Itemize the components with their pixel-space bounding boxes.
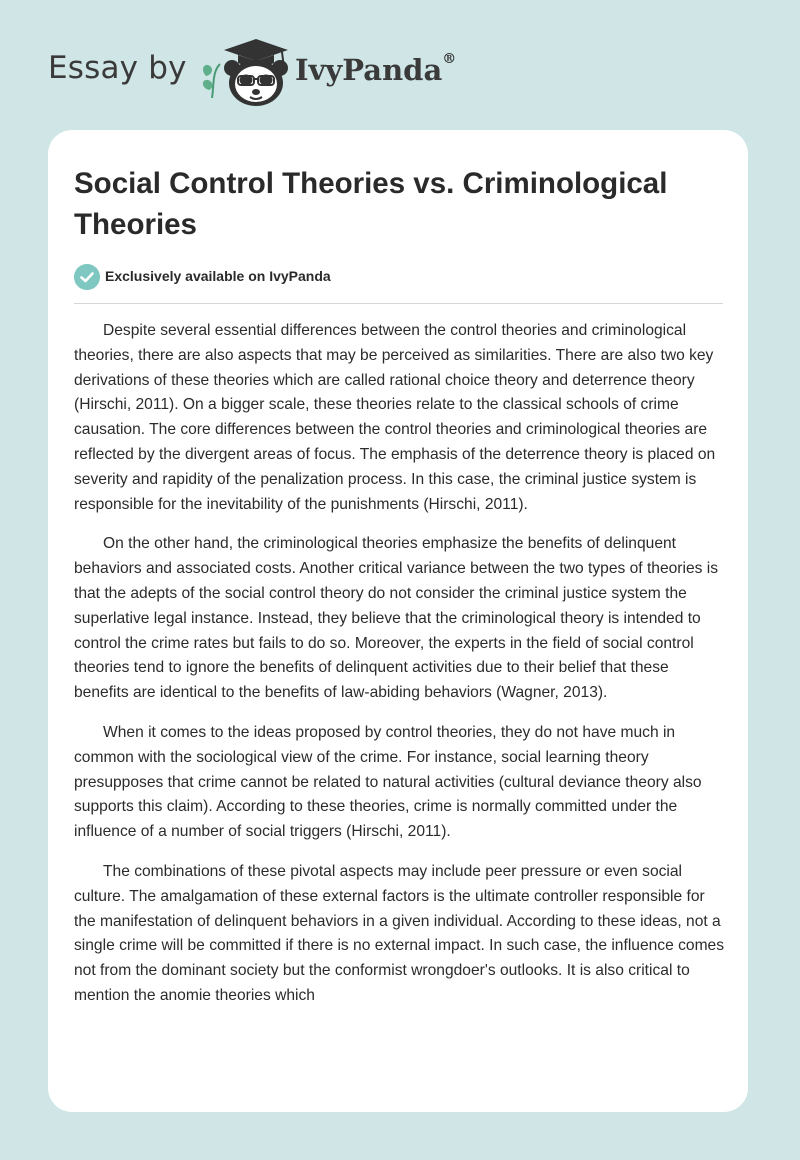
brand-header[interactable] (48, 36, 468, 108)
panda-graduate-logo-icon (198, 36, 290, 108)
brand-prefix: Essay by (48, 50, 187, 86)
article-title: Social Control Theories vs. Criminological Theories (74, 167, 668, 241)
title-divider (74, 303, 723, 304)
brand-name-text: IvyPanda (295, 53, 443, 87)
article-card (48, 130, 748, 1112)
brand-name (295, 53, 456, 87)
article-paragraph: When it comes to the ideas proposed by control theories, they do not have much in common with the sociological view of the crime. For instance, social learning theory presupposes that crime cannot be related to natural activities (cultural deviance theory also supports this claim). According to these theories, crime is normally committed under the influence of a number of social triggers (Hirschi, 2011). (74, 723, 702, 841)
exclusive-badge-text: Exclusively available on IvyPanda (105, 268, 331, 284)
registered-mark: ® (442, 51, 457, 67)
article-paragraph: Despite several essential differences between the control theories and criminological theories, there are also aspects that may be perceived as similarities. There are also two key derivations of these theories which are called rational choice theory and deterrence theory (Hirschi, 2011). On a bigger scale, these theories relate to the classical schools of crime causation. The core differences between the control theories and criminological theories are reflected by the divergent areas of focus. The emphasis of the deterrence theory is placed on severity and rapidity of the penalization process. In this case, the criminal justice system is responsible for the inevitability of the punishments (Hirschi, 2011). (74, 322, 716, 513)
article-paragraph: On the other hand, the criminological theories emphasize the benefits of delinquent behaviors and associated costs. Another critical variance between the two types of theories is that the adepts of the social control theory do not consider the criminal justice system the superlative legal instance. Instead, they believe that the criminological theory is intended to control the crime rates but fails to do so. Moreover, the experts in the field of social control theories tend to ignore the benefits of delinquent activities due to their belief that these benefits are identical to the benefits of law-abiding behaviors (Wagner, 2013). (74, 535, 719, 702)
article-body (74, 319, 726, 1024)
article-paragraph: The combinations of these pivotal aspects may include peer pressure or even social culture. The amalgamation of these external factors is the ultimate controller responsible for the manifestation of delinquent behaviors in a given individual. According to these ideas, not a single crime will be committed if there is no external impact. In such case, the influence comes not from the dominant society but the conformist wrongdoer's outlooks. It is also critical to mention the anomie theories which (74, 862, 725, 1004)
check-circle-icon (74, 264, 100, 290)
exclusive-badge (74, 264, 474, 292)
